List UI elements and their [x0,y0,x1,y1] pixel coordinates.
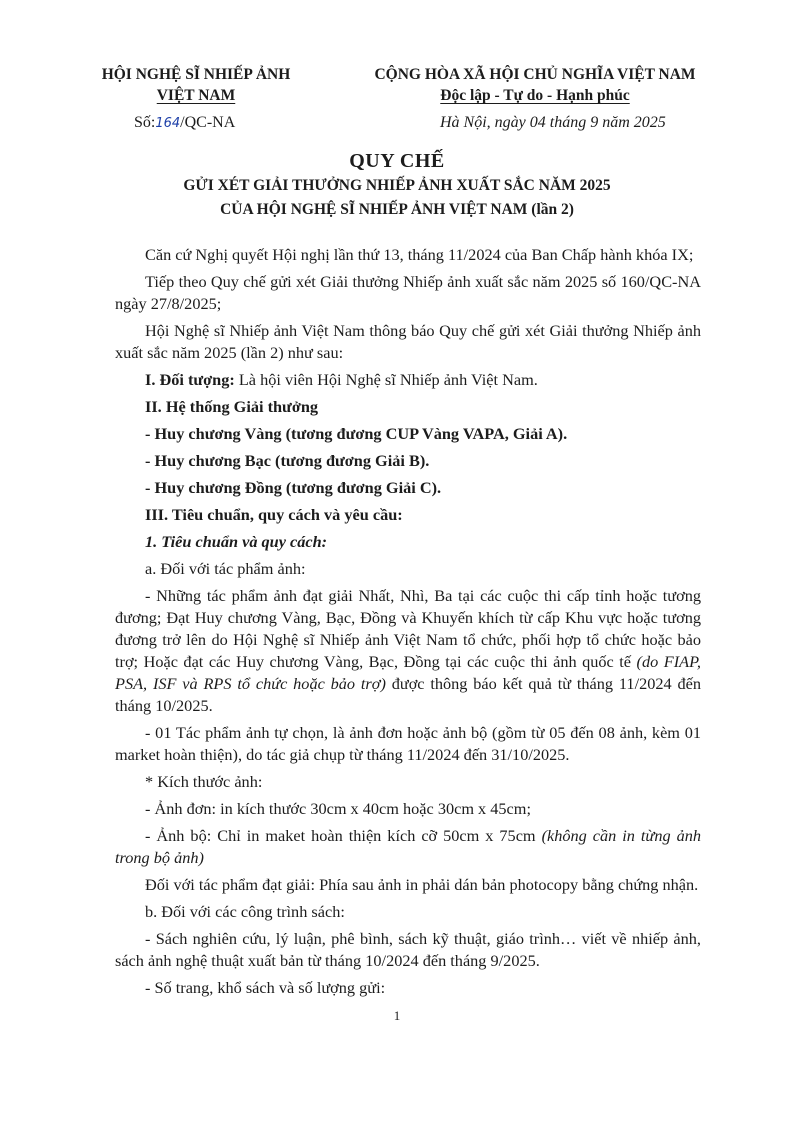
paragraph-awarded-works [115,585,701,717]
issuing-organization [96,64,296,106]
paragraph-self-selected: - 01 Tác phẩm ảnh tự chọn, là ảnh đơn hoặc ảnh bộ (gồm từ 05 đến 08 ảnh, kèm 01 market hoàn thiện), do tác giả chụp từ tháng 11/2024 đến 31/10/2025. [115,723,701,764]
issue-date: Hà Nội, ngày 04 tháng 9 năm 2025 [440,114,666,131]
awarded-works-period: được thông báo kết quả từ tháng 11/2024 đến tháng 10/2025. [115,674,702,715]
country-name: CỘNG HÒA XÃ HỘI CHỦ NGHĨA VIỆT NAM [374,66,696,83]
national-motto: Độc lập - Tự do - Hạnh phúc [440,87,630,104]
org-name-line2: VIỆT NAM [156,87,236,104]
photo-set-note: (không cần in từng ảnh trong bộ ảnh) [115,826,701,867]
photo-set-text: - Ảnh bộ: Chỉ in maket hoàn thiện kích cỡ 50cm x 75cm [145,826,542,845]
section-eligibility [115,369,701,391]
paragraph-certificate: Đối với tác phẩm đạt giải: Phía sau ảnh in phải dán bản photocopy bằng chứng nhận. [145,875,699,894]
document-number-prefix: Số: [134,114,156,131]
document-subtitle-1: GỬI XÉT GIẢI THƯỞNG NHIẾP ẢNH XUẤT SẮC NĂM 2025 [183,177,611,194]
section-eligibility-label: I. Đối tượng: [145,370,235,389]
paragraph-announcement: Hội Nghệ sĩ Nhiếp ảnh Việt Nam thông báo Quy chế gửi xét Giải thưởng Nhiếp ảnh xuất sắc năm 2025 (lần 2) như sau: [115,321,701,362]
document-title: QUY CHẾ [349,150,445,172]
paragraph-photo-size: * Kích thước ảnh: [145,772,263,791]
org-name-line1: HỘI NGHỆ SĨ NHIẾP ẢNH [101,66,291,83]
award-silver: - Huy chương Bạc (tương đương Giải B). [145,451,430,470]
national-heading [350,64,720,106]
section-award-system: II. Hệ thống Giải thưởng [145,397,319,416]
awarded-works-organizers: (do FIAP, PSA, ISF và RPS tổ chức hoặc bảo trợ) [115,652,701,693]
section-criteria: III. Tiêu chuẩn, quy cách và yêu cầu: [145,505,403,524]
paragraph-basis: Căn cứ Nghị quyết Hội nghị lần thứ 13, tháng 11/2024 của Ban Chấp hành khóa IX; [145,245,694,264]
section-eligibility-text: Là hội viên Hội Nghệ sĩ Nhiếp ảnh Việt Nam. [234,370,538,389]
paragraph-photo-set [115,825,701,869]
document-number-suffix: /QC-NA [180,114,236,131]
document-number [134,114,235,132]
paragraph-book-pages: - Số trang, khổ sách và số lượng gửi: [145,978,386,997]
paragraph-book-types: - Sách nghiên cứu, lý luận, phê bình, sách kỹ thuật, giáo trình… viết về nhiếp ảnh, sách ảnh nghệ thuật xuất bản từ tháng 10/2024 đến tháng 9/2025. [115,929,701,970]
paragraph-following: Tiếp theo Quy chế gửi xét Giải thưởng Nhiếp ảnh xuất sắc năm 2025 số 160/QC-NA ngày 27/8/2025; [115,272,701,313]
award-gold: - Huy chương Vàng (tương đương CUP Vàng VAPA, Giải A). [145,424,568,443]
page-number: 1 [393,1008,401,1023]
award-bronze: - Huy chương Đồng (tương đương Giải C). [145,478,442,497]
paragraph-single-photo: - Ảnh đơn: in kích thước 30cm x 40cm hoặc 30cm x 45cm; [145,799,531,818]
document-number-handwritten: 164 [155,116,181,131]
subsection-photo-works: a. Đối với tác phẩm ảnh: [145,559,306,578]
awarded-works-text: - Những tác phẩm ảnh đạt giải Nhất, Nhì, Ba tại các cuộc thi cấp tỉnh hoặc tương đương; Đạt Huy chương Vàng, Bạc, Đồng và Khuyến khích từ cấp Khu vực hoặc tương đương trở lên do Hội Nghệ sĩ Nhiếp ảnh Việt Nam tổ chức, phối hợp tổ chức hoặc bảo trợ; Hoặc đạt các Huy chương Vàng, Bạc, Đồng tại các cuộc thi ảnh quốc tế [115,586,701,671]
subsection-standards: 1. Tiêu chuẩn và quy cách: [145,532,328,551]
document-body [115,244,701,1004]
document-subtitle-2: CỦA HỘI NGHỆ SĨ NHIẾP ẢNH VIỆT NAM (lần 2) [220,201,574,218]
subsection-books: b. Đối với các công trình sách: [145,902,345,921]
